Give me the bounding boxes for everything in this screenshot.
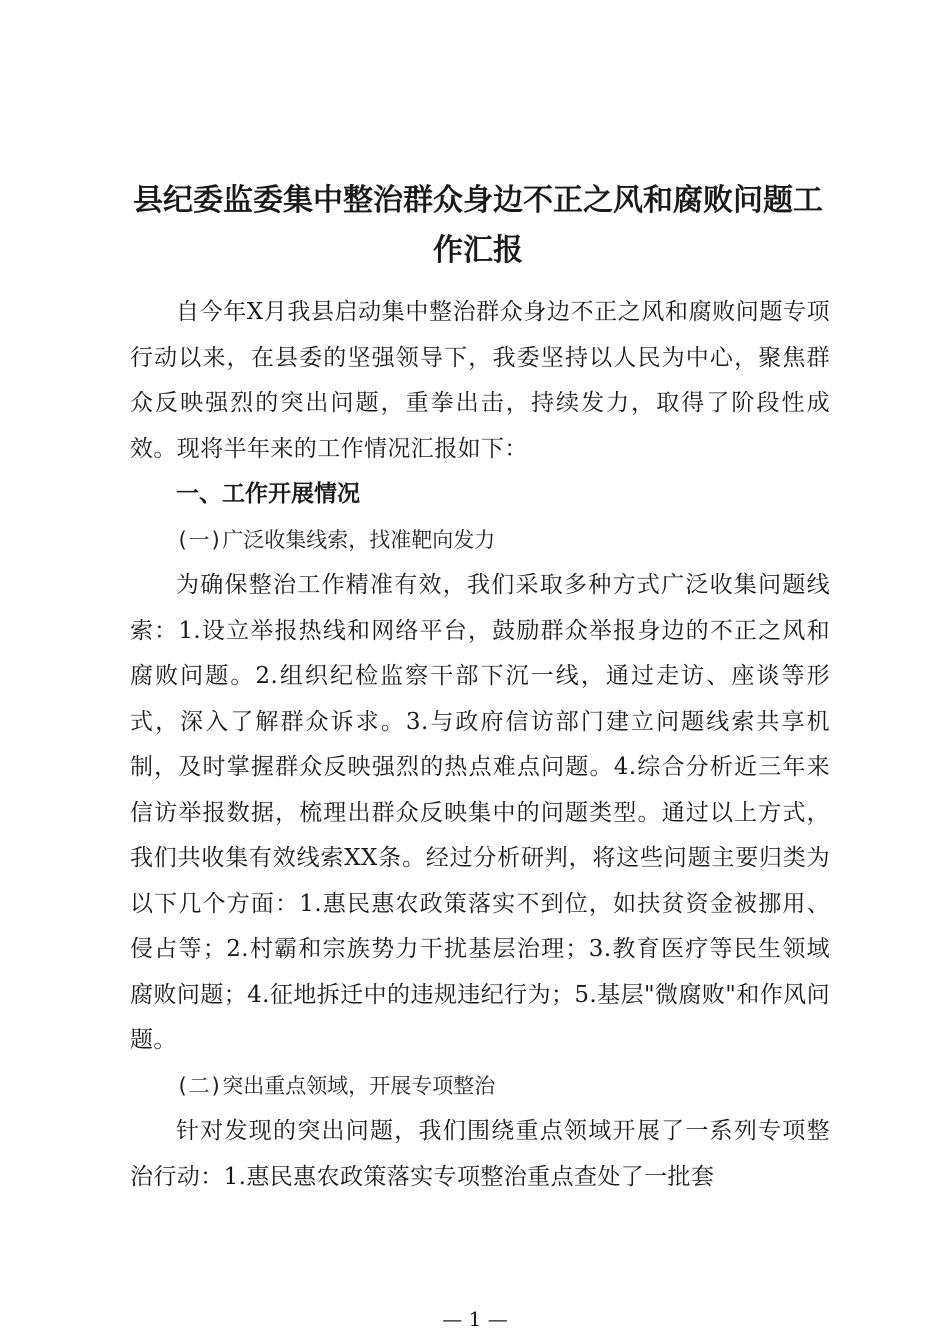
subsection-heading-collect-clues: (一)广泛收集线索，找准靶向发力 xyxy=(176,527,496,552)
document-body xyxy=(130,290,830,1200)
subsection-heading-special-rectification: (二)突出重点领域，开展专项整治 xyxy=(176,1073,496,1098)
intro-paragraph: 自今年X月我县启动集中整治群众身边不正之风和腐败问题专项行动以来，在县委的坚强领导下，我委坚持以人民为中心，聚焦群众反映强烈的突出问题，重拳出击，持续发力，取得了阶段性成效。现将半年来的工作情况汇报如下： xyxy=(130,299,830,462)
subsection-paragraph-special-rectification: 针对发现的突出问题，我们围绕重点领域开展了一系列专项整治行动：1.惠民惠农政策落实专项整治重点查处了一批套 xyxy=(130,1118,830,1190)
document-title: 县纪委监委集中整治群众身边不正之风和腐败问题工作汇报 xyxy=(133,183,823,268)
page-number: — 1 — xyxy=(442,1307,508,1331)
section-heading-work-progress: 一、工作开展情况 xyxy=(176,481,360,507)
subsection-paragraph-collect-clues: 为确保整治工作精准有效，我们采取多种方式广泛收集问题线索：1.设立举报热线和网络平台，鼓励群众举报身边的不正之风和腐败问题。2.组织纪检监察干部下沉一线，通过走访、座谈等形式，深入了解群众诉求。3.与政府信访部门建立问题线索共享机制，及时掌握群众反映强烈的热点难点问题。4.综合分析近三年来信访举报数据，梳理出群众反映集中的问题类型。通过以上方式，我们共收集有效线索XX条。经过分析研判，将这些问题主要归类为以下几个方面：1.惠民惠农政策落实不到位，如扶贫资金被挪用、侵占等；2.村霸和宗族势力干扰基层治理；3.教育医疗等民生领域腐败问题；4.征地拆迁中的违规违纪行为；5.基层"微腐败"和作风问题。 xyxy=(130,572,830,1053)
